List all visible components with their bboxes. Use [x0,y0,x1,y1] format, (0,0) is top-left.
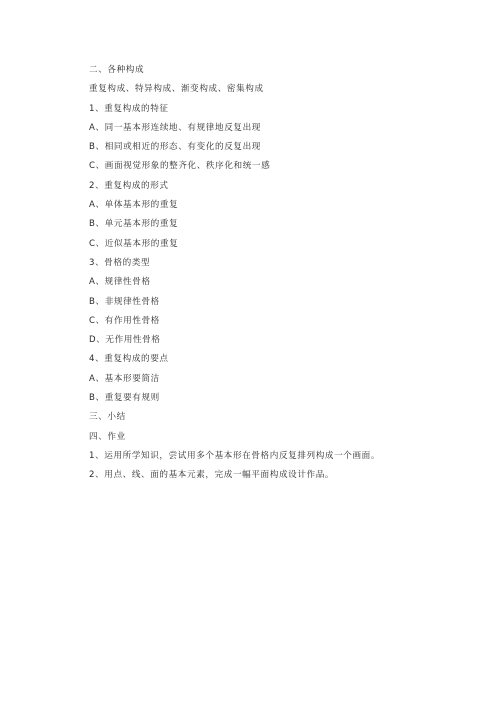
section-heading-homework: 四、作业 [89,431,126,442]
composition-types-list: 重复构成、特异构成、渐变构成、密集构成 [89,84,264,95]
subheading-skeleton-types: 3、骨格的类型 [89,257,151,268]
feature-item-a: A、同一基本形连续地、有规律地反复出现 [89,122,261,133]
homework-item-1: 1、运用所学知识，尝试用多个基本形在骨格内反复排列构成一个画面。 [89,450,381,461]
skeleton-item-b: B、非规律性骨格 [89,296,160,307]
subheading-repetition-forms: 2、重复构成的形式 [89,180,169,191]
skeleton-item-c: C、有作用性骨格 [89,315,160,326]
form-item-c: C、近似基本形的重复 [89,238,179,249]
section-heading-summary: 三、小结 [89,412,126,423]
subheading-repetition-features: 1、重复构成的特征 [89,103,169,114]
form-item-a: A、单体基本形的重复 [89,200,179,211]
homework-item-2: 2、用点、线、面的基本元素，完成一幅平面构成设计作品。 [89,470,335,481]
document-body [89,64,469,489]
subheading-repetition-key-points: 4、重复构成的要点 [89,354,169,365]
feature-item-c: C、画面视觉形象的整齐化、秩序化和统一感 [89,161,271,172]
feature-item-b: B、相同或相近的形态、有变化的反复出现 [89,142,261,153]
skeleton-item-a: A、规律性骨格 [89,277,151,288]
form-item-b: B、单元基本形的重复 [89,219,179,230]
skeleton-item-d: D、无作用性骨格 [89,335,161,346]
key-point-item-a: A、基本形要简洁 [89,373,160,384]
section-heading-various-compositions: 二、各种构成 [89,65,145,75]
key-point-item-b: B、重复要有规则 [89,393,160,404]
